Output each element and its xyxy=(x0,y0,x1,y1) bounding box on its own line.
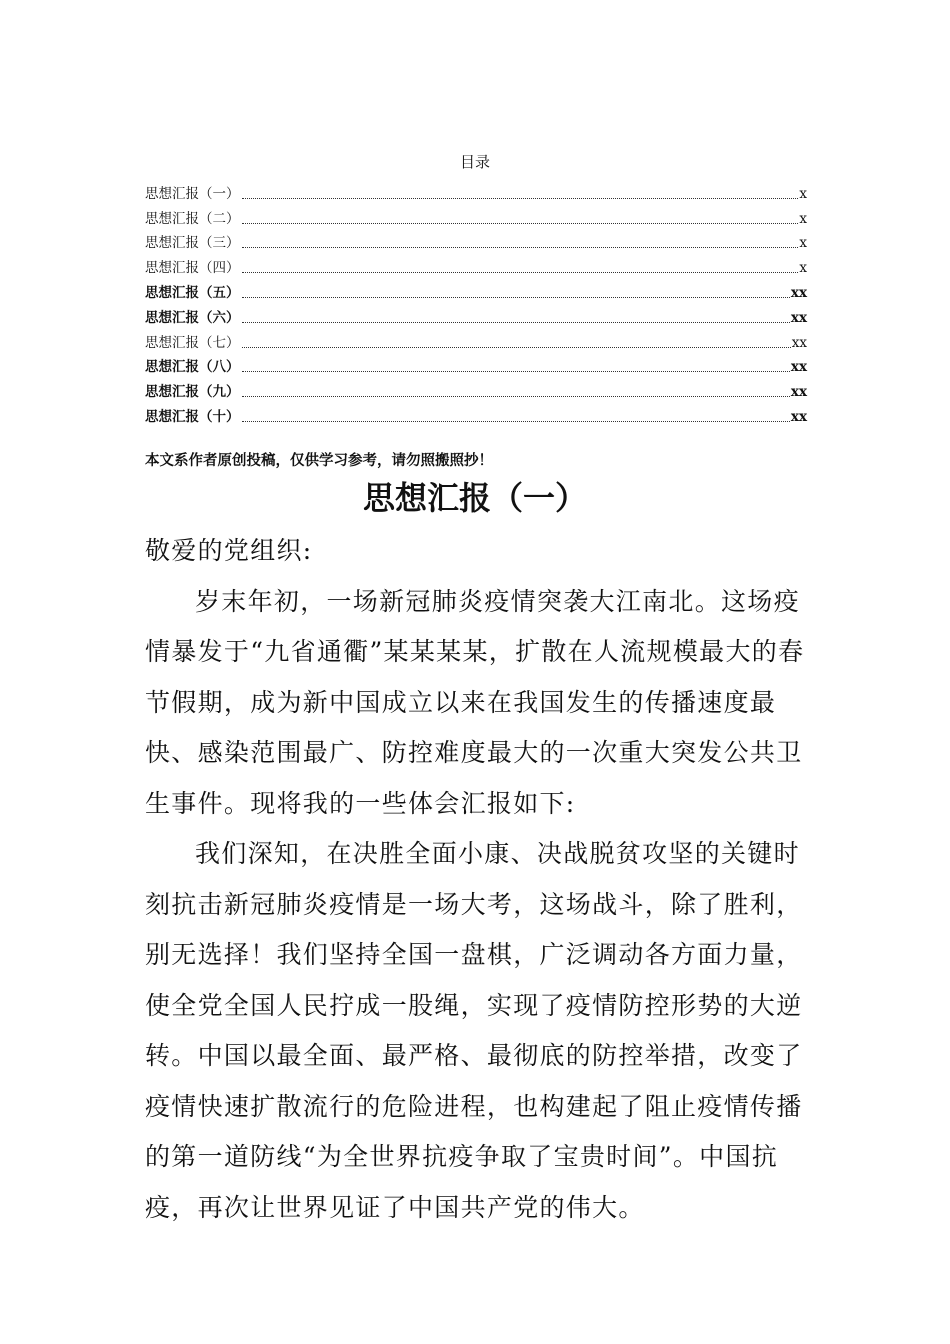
toc-leader-dots xyxy=(242,420,790,422)
toc-entry-label: 思想汇报（六） xyxy=(145,309,240,326)
toc-entry[interactable] xyxy=(145,327,807,352)
toc-leader-dots xyxy=(242,321,790,323)
toc-entry-page: x xyxy=(799,235,807,252)
toc-leader-dots xyxy=(242,370,790,372)
toc-entry-page: x xyxy=(799,185,807,202)
toc-entry[interactable] xyxy=(145,302,807,327)
toc-entry-page: xx xyxy=(790,309,807,326)
toc-entry[interactable] xyxy=(145,277,807,302)
body-paragraph: 岁末年初，一场新冠肺炎疫情突袭大江南北。这场疫情暴发于“九省通衢”某某某某，扩散在人流规模最大的春节假期，成为新中国成立以来在我国发生的传播速度最快、感染范围最广、防控难度最大的一次重大突发公共卫生事件。现将我的一些体会汇报如下: xyxy=(145,586,805,818)
toc-entry-page: xx xyxy=(790,408,807,425)
toc-title: 目录 xyxy=(459,153,490,171)
toc-entry-label: 思想汇报（二） xyxy=(145,210,240,227)
toc-entry[interactable] xyxy=(145,228,807,253)
table-of-contents xyxy=(145,178,807,426)
toc-entry-label: 思想汇报（九） xyxy=(145,384,240,401)
toc-entry-label: 思想汇报（五） xyxy=(145,284,240,301)
toc-entry[interactable] xyxy=(145,401,807,426)
toc-leader-dots xyxy=(242,271,799,273)
toc-entry-page: xx xyxy=(791,334,807,351)
toc-entry-page: xx xyxy=(790,284,807,301)
salutation: 敬爱的党组织: xyxy=(145,536,313,565)
document-body xyxy=(145,526,813,1233)
toc-entry-label: 思想汇报（一） xyxy=(145,185,240,202)
toc-entry[interactable] xyxy=(145,203,807,228)
toc-entry-label: 思想汇报（三） xyxy=(145,235,240,252)
toc-leader-dots xyxy=(242,395,790,397)
toc-leader-dots xyxy=(242,346,791,348)
toc-entry-page: x xyxy=(799,210,807,227)
toc-entry-label: 思想汇报（十） xyxy=(145,408,240,425)
toc-entry-page: x xyxy=(799,260,807,277)
body-paragraph: 我们深知，在决胜全面小康、决战脱贫攻坚的关键时刻抗击新冠肺炎疫情是一场大考，这场战斗，除了胜利，别无选择！我们坚持全国一盘棋，广泛调动各方面力量，使全党全国人民拧成一股绳，实现了疫情防控形势的大逆转。中国以最全面、最严格、最彻底的防控举措，改变了疫情快速扩散流行的危险进程，也构建起了阻止疫情传播的第一道防线“为全世界抗疫争取了宝贵时间”。中国抗疫，再次让世界见证了中国共产党的伟大。 xyxy=(145,839,803,1222)
toc-entry-page: xx xyxy=(790,359,807,376)
toc-leader-dots xyxy=(242,197,799,199)
toc-leader-dots xyxy=(242,222,799,224)
toc-leader-dots xyxy=(242,296,790,298)
toc-entry[interactable] xyxy=(145,376,807,401)
toc-entry-label: 思想汇报（四） xyxy=(145,260,240,277)
toc-entry-label: 思想汇报（八） xyxy=(145,359,240,376)
toc-leader-dots xyxy=(242,246,799,248)
document-title: 思想汇报（一） xyxy=(362,479,587,517)
copyright-notice: 本文系作者原创投稿，仅供学习参考，请勿照搬照抄！ xyxy=(145,452,493,469)
toc-entry[interactable] xyxy=(145,178,807,203)
toc-entry-page: xx xyxy=(790,384,807,401)
toc-entry-label: 思想汇报（七） xyxy=(145,334,240,351)
toc-entry[interactable] xyxy=(145,252,807,277)
toc-entry[interactable] xyxy=(145,352,807,377)
